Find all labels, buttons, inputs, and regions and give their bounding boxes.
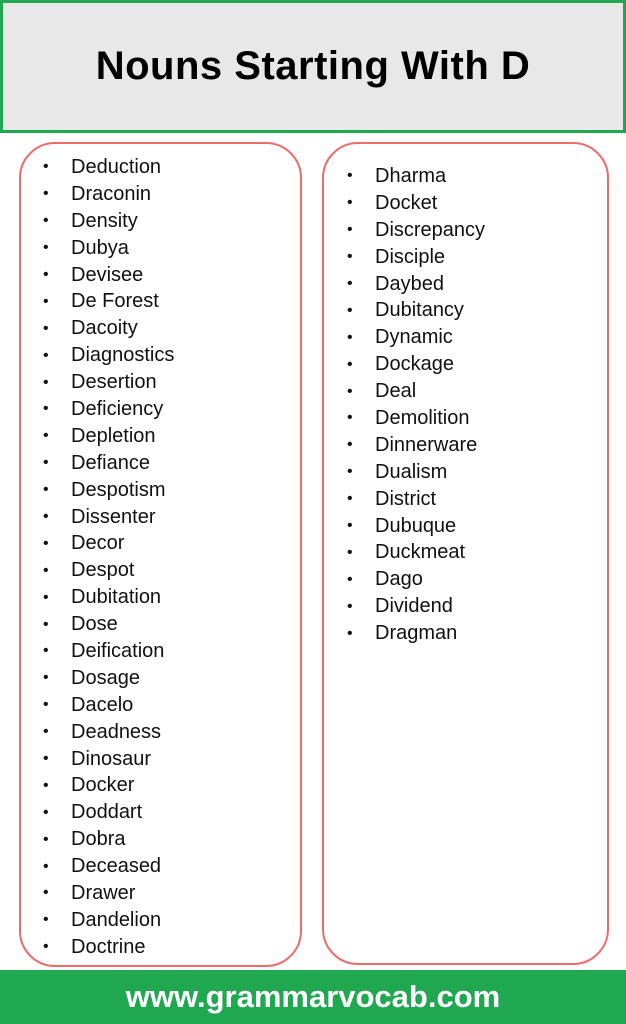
bullet-icon: • [43,454,49,472]
list-item [21,235,300,262]
list-item-label: Dharma [375,164,447,187]
list-item-label: Discrepancy [375,218,486,241]
bullet-icon: • [43,750,49,768]
list-item [21,342,300,369]
list-item [324,378,607,405]
bullet-icon: • [43,373,49,391]
bullet-icon: • [43,481,49,499]
list-item-label: Dividend [375,595,453,618]
bullet-icon: • [43,911,49,929]
list-item [21,719,300,746]
list-item [324,190,607,217]
bullet-icon: • [347,194,353,212]
list-item [324,324,607,351]
list-item-label: Desertion [71,371,157,394]
bullet-icon: • [43,212,49,230]
list-item [21,557,300,584]
list-item-label: Dacoity [71,317,138,340]
list-item [21,369,300,396]
list-item-label: Dobra [71,828,126,851]
list-item-label: Deficiency [71,397,164,420]
bullet-icon: • [43,319,49,337]
list-item-label: De Forest [71,290,159,313]
bullet-icon: • [347,382,353,400]
bullet-icon: • [43,723,49,741]
list-item [21,799,300,826]
list-item [21,396,300,423]
list-item [21,611,300,638]
list-item [21,584,300,611]
bullet-icon: • [43,400,49,418]
bullet-icon: • [43,508,49,526]
list-item [21,477,300,504]
list-item-label: Deadness [71,720,162,743]
list-item-label: Deification [71,639,165,662]
list-item-label: Deal [375,380,417,403]
left-word-panel [19,142,302,967]
bullet-icon: • [43,185,49,203]
list-item-label: Despot [71,559,135,582]
list-item [324,513,607,540]
bullet-icon: • [43,669,49,687]
list-item [21,450,300,477]
list-item-label: Dago [375,568,423,591]
list-item [21,934,300,961]
list-item [324,244,607,271]
bullet-icon: • [347,167,353,185]
list-item-label: Dose [71,613,118,636]
bullet-icon: • [43,239,49,257]
list-item-label: Deceased [71,855,162,878]
list-item [324,620,607,647]
bullet-icon: • [347,597,353,615]
list-item [21,907,300,934]
list-item [324,566,607,593]
website-url: www.grammarvocab.com [125,979,501,1014]
list-item-label: Dubuque [375,514,457,537]
list-item-label: Dualism [375,460,448,483]
list-item-label: Devisee [71,263,144,286]
list-item [324,432,607,459]
list-item [21,423,300,450]
list-item-label: Deduction [71,155,162,178]
list-item [21,746,300,773]
list-item [324,486,607,513]
bullet-icon: • [347,275,353,292]
list-item-label: Diagnostics [71,344,175,367]
bullet-icon: • [43,427,49,445]
bullet-icon: • [347,463,353,481]
list-item [324,271,607,298]
list-item [21,288,300,315]
list-item-label: Density [71,209,138,232]
list-item [21,504,300,531]
bullet-icon: • [43,588,49,606]
list-item-label: Drawer [71,881,136,904]
bullet-icon: • [43,884,49,902]
list-item [324,217,607,244]
list-item [21,315,300,342]
list-item [21,772,300,799]
list-item-label: Doctrine [71,935,146,958]
bullet-icon: • [43,696,49,714]
list-item-label: Dinnerware [375,433,478,456]
footer-banner [0,970,626,1024]
list-item-label: Dacelo [71,693,134,716]
bullet-icon: • [347,221,353,239]
list-item [21,181,300,208]
list-item [324,539,607,566]
right-word-list [324,144,607,647]
list-item-label: Dosage [71,666,140,689]
list-item [21,530,300,557]
bullet-icon: • [43,776,49,794]
list-item [21,638,300,665]
right-word-panel [322,142,609,965]
bullet-icon: • [347,517,353,535]
bullet-icon: • [347,301,353,319]
list-item-label: Daybed [375,272,444,295]
list-item [324,593,607,620]
bullet-icon: • [347,543,353,561]
list-item-label: Doddart [71,801,143,824]
bullet-icon: • [43,938,49,956]
list-item-label: Dissenter [71,505,156,528]
bullet-icon: • [43,803,49,821]
list-item-label: Dinosaur [71,747,152,770]
list-item-label: Depletion [71,424,156,447]
list-item [324,163,607,190]
list-item-label: Docker [71,774,135,797]
list-item-label: Dragman [375,622,458,645]
list-item [324,297,607,324]
bullet-icon: • [43,266,49,283]
bullet-icon: • [347,328,353,346]
list-item-label: Disciple [375,245,446,268]
list-item-label: Dubitation [71,586,162,609]
list-item-label: Draconin [71,182,152,205]
bullet-icon: • [347,490,353,508]
list-item [21,692,300,719]
list-item [21,665,300,692]
page-title: Nouns Starting With D [95,44,531,88]
list-item-label: District [375,487,437,510]
list-item-label: Decor [71,532,125,555]
bullet-icon: • [43,857,49,875]
bullet-icon: • [43,615,49,633]
bullet-icon: • [43,642,49,660]
list-item [21,262,300,289]
bullet-icon: • [43,830,49,848]
bullet-icon: • [43,292,49,310]
bullet-icon: • [43,346,49,364]
list-item-label: Docket [375,191,438,214]
list-item-label: Duckmeat [375,541,466,564]
list-item [324,351,607,378]
list-item-label: Dockage [375,353,454,376]
bullet-icon: • [43,561,49,579]
list-item-label: Dandelion [71,908,162,931]
list-item-label: Dubya [71,236,129,259]
list-item [21,208,300,235]
bullet-icon: • [347,248,353,266]
list-item-label: Dubitancy [375,299,464,322]
left-word-list [21,144,300,961]
bullet-icon: • [43,534,49,552]
list-item [324,459,607,486]
bullet-icon: • [347,409,353,427]
bullet-icon: • [347,570,353,588]
bullet-icon: • [347,436,353,454]
list-item-label: Defiance [71,451,150,474]
list-item [21,826,300,853]
list-item [21,853,300,880]
list-item-label: Despotism [71,478,166,501]
list-item-label: Dynamic [375,326,453,349]
title-banner [0,0,626,133]
list-item-label: Demolition [375,406,470,429]
list-item [324,405,607,432]
bullet-icon: • [347,624,353,642]
bullet-icon: • [347,355,353,373]
list-item [21,880,300,907]
bullet-icon: • [43,158,49,176]
list-item [21,154,300,181]
